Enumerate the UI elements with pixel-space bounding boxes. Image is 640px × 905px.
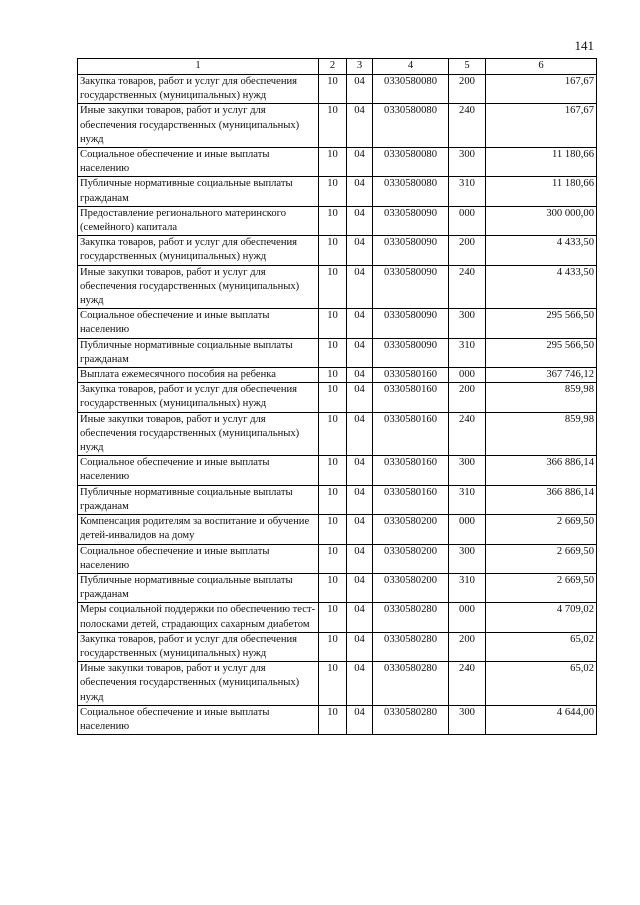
row-target-article: 0330580160 — [373, 412, 449, 456]
row-section: 10 — [319, 368, 347, 383]
table-row — [78, 148, 597, 177]
row-section: 10 — [319, 265, 347, 309]
row-amount: 167,67 — [486, 104, 597, 148]
table-row — [78, 236, 597, 265]
table-row — [78, 515, 597, 544]
row-expense-type: 310 — [449, 485, 486, 514]
table-row — [78, 309, 597, 338]
row-section: 10 — [319, 177, 347, 206]
row-subsection: 04 — [347, 412, 373, 456]
column-header: 5 — [449, 59, 486, 75]
row-amount: 167,67 — [486, 75, 597, 104]
row-subsection: 04 — [347, 75, 373, 104]
row-name: Иные закупки товаров, работ и услуг для обеспечения государственных (муниципальных) нужд — [78, 662, 319, 706]
row-target-article: 0330580160 — [373, 368, 449, 383]
table-row — [78, 705, 597, 734]
row-name: Закупка товаров, работ и услуг для обеспечения государственных (муниципальных) нужд — [78, 383, 319, 412]
row-amount: 859,98 — [486, 383, 597, 412]
row-name: Публичные нормативные социальные выплаты гражданам — [78, 338, 319, 367]
row-name: Публичные нормативные социальные выплаты гражданам — [78, 573, 319, 602]
row-amount: 300 000,00 — [486, 206, 597, 235]
row-name: Предоставление регионального материнского (семейного) капитала — [78, 206, 319, 235]
row-expense-type: 240 — [449, 265, 486, 309]
table-row — [78, 75, 597, 104]
row-name: Социальное обеспечение и иные выплаты населению — [78, 148, 319, 177]
row-expense-type: 000 — [449, 515, 486, 544]
row-subsection: 04 — [347, 236, 373, 265]
row-name: Публичные нормативные социальные выплаты гражданам — [78, 485, 319, 514]
row-name: Выплата ежемесячного пособия на ребенка — [78, 368, 319, 383]
row-subsection: 04 — [347, 148, 373, 177]
header-row — [78, 59, 597, 75]
row-target-article: 0330580080 — [373, 177, 449, 206]
table-row — [78, 456, 597, 485]
table-row — [78, 485, 597, 514]
row-section: 10 — [319, 383, 347, 412]
row-section: 10 — [319, 206, 347, 235]
row-expense-type: 300 — [449, 705, 486, 734]
row-amount: 11 180,66 — [486, 148, 597, 177]
table-row — [78, 603, 597, 632]
row-expense-type: 000 — [449, 368, 486, 383]
row-amount: 65,02 — [486, 632, 597, 661]
row-name: Закупка товаров, работ и услуг для обеспечения государственных (муниципальных) нужд — [78, 632, 319, 661]
row-amount: 11 180,66 — [486, 177, 597, 206]
row-amount: 4 433,50 — [486, 265, 597, 309]
row-section: 10 — [319, 705, 347, 734]
row-name: Иные закупки товаров, работ и услуг для обеспечения государственных (муниципальных) нужд — [78, 104, 319, 148]
row-amount: 366 886,14 — [486, 456, 597, 485]
row-section: 10 — [319, 662, 347, 706]
column-header: 2 — [319, 59, 347, 75]
row-subsection: 04 — [347, 456, 373, 485]
row-target-article: 0330580280 — [373, 662, 449, 706]
row-expense-type: 200 — [449, 383, 486, 412]
table-row — [78, 368, 597, 383]
row-amount: 367 746,12 — [486, 368, 597, 383]
row-subsection: 04 — [347, 705, 373, 734]
row-target-article: 0330580080 — [373, 148, 449, 177]
row-expense-type: 200 — [449, 75, 486, 104]
row-subsection: 04 — [347, 485, 373, 514]
row-expense-type: 310 — [449, 573, 486, 602]
row-target-article: 0330580200 — [373, 573, 449, 602]
column-header: 3 — [347, 59, 373, 75]
row-target-article: 0330580200 — [373, 544, 449, 573]
row-subsection: 04 — [347, 662, 373, 706]
row-amount: 65,02 — [486, 662, 597, 706]
row-amount: 295 566,50 — [486, 309, 597, 338]
row-expense-type: 300 — [449, 544, 486, 573]
row-section: 10 — [319, 515, 347, 544]
row-name: Социальное обеспечение и иные выплаты населению — [78, 309, 319, 338]
table-body — [78, 75, 597, 735]
row-section: 10 — [319, 104, 347, 148]
table-row — [78, 573, 597, 602]
row-amount: 295 566,50 — [486, 338, 597, 367]
row-target-article: 0330580090 — [373, 309, 449, 338]
row-subsection: 04 — [347, 632, 373, 661]
row-target-article: 0330580160 — [373, 383, 449, 412]
row-section: 10 — [319, 603, 347, 632]
row-expense-type: 200 — [449, 632, 486, 661]
row-target-article: 0330580200 — [373, 515, 449, 544]
row-section: 10 — [319, 485, 347, 514]
row-name: Закупка товаров, работ и услуг для обеспечения государственных (муниципальных) нужд — [78, 75, 319, 104]
table-row — [78, 662, 597, 706]
column-header: 1 — [78, 59, 319, 75]
row-name: Иные закупки товаров, работ и услуг для обеспечения государственных (муниципальных) нужд — [78, 265, 319, 309]
page-number: 141 — [574, 38, 594, 53]
row-name: Меры социальной поддержки по обеспечению тест-полосками детей, страдающих сахарным диабетом — [78, 603, 319, 632]
row-target-article: 0330580090 — [373, 206, 449, 235]
table-row — [78, 412, 597, 456]
column-header: 6 — [486, 59, 597, 75]
row-amount: 4 644,00 — [486, 705, 597, 734]
row-expense-type: 310 — [449, 338, 486, 367]
table-row — [78, 104, 597, 148]
row-amount: 2 669,50 — [486, 573, 597, 602]
row-expense-type: 240 — [449, 104, 486, 148]
row-subsection: 04 — [347, 265, 373, 309]
row-subsection: 04 — [347, 206, 373, 235]
row-subsection: 04 — [347, 603, 373, 632]
row-amount: 2 669,50 — [486, 515, 597, 544]
row-expense-type: 000 — [449, 603, 486, 632]
row-name: Социальное обеспечение и иные выплаты населению — [78, 544, 319, 573]
row-name: Иные закупки товаров, работ и услуг для обеспечения государственных (муниципальных) нужд — [78, 412, 319, 456]
row-target-article: 0330580090 — [373, 265, 449, 309]
column-header: 4 — [373, 59, 449, 75]
budget-table — [77, 58, 597, 735]
row-target-article: 0330580280 — [373, 603, 449, 632]
row-amount: 2 669,50 — [486, 544, 597, 573]
row-subsection: 04 — [347, 338, 373, 367]
row-target-article: 0330580280 — [373, 632, 449, 661]
table-row — [78, 177, 597, 206]
table-row — [78, 338, 597, 367]
row-amount: 4 709,02 — [486, 603, 597, 632]
row-target-article: 0330580080 — [373, 75, 449, 104]
row-section: 10 — [319, 236, 347, 265]
row-section: 10 — [319, 632, 347, 661]
row-name: Социальное обеспечение и иные выплаты населению — [78, 456, 319, 485]
row-subsection: 04 — [347, 544, 373, 573]
row-target-article: 0330580080 — [373, 104, 449, 148]
table-row — [78, 544, 597, 573]
row-expense-type: 240 — [449, 662, 486, 706]
row-subsection: 04 — [347, 104, 373, 148]
row-subsection: 04 — [347, 309, 373, 338]
row-target-article: 0330580160 — [373, 456, 449, 485]
row-name: Социальное обеспечение и иные выплаты населению — [78, 705, 319, 734]
row-expense-type: 240 — [449, 412, 486, 456]
row-section: 10 — [319, 309, 347, 338]
row-section: 10 — [319, 456, 347, 485]
row-subsection: 04 — [347, 383, 373, 412]
row-section: 10 — [319, 338, 347, 367]
row-name: Закупка товаров, работ и услуг для обеспечения государственных (муниципальных) нужд — [78, 236, 319, 265]
row-expense-type: 310 — [449, 177, 486, 206]
row-section: 10 — [319, 75, 347, 104]
row-target-article: 0330580280 — [373, 705, 449, 734]
row-target-article: 0330580090 — [373, 338, 449, 367]
row-name: Компенсация родителям за воспитание и обучение детей-инвалидов на дому — [78, 515, 319, 544]
row-expense-type: 200 — [449, 236, 486, 265]
row-section: 10 — [319, 148, 347, 177]
row-amount: 859,98 — [486, 412, 597, 456]
row-subsection: 04 — [347, 573, 373, 602]
table-row — [78, 206, 597, 235]
table-row — [78, 383, 597, 412]
row-amount: 4 433,50 — [486, 236, 597, 265]
row-target-article: 0330580160 — [373, 485, 449, 514]
row-subsection: 04 — [347, 177, 373, 206]
row-subsection: 04 — [347, 368, 373, 383]
row-target-article: 0330580090 — [373, 236, 449, 265]
row-expense-type: 300 — [449, 309, 486, 338]
row-expense-type: 000 — [449, 206, 486, 235]
row-section: 10 — [319, 573, 347, 602]
table-row — [78, 265, 597, 309]
row-expense-type: 300 — [449, 148, 486, 177]
row-section: 10 — [319, 544, 347, 573]
row-amount: 366 886,14 — [486, 485, 597, 514]
row-name: Публичные нормативные социальные выплаты гражданам — [78, 177, 319, 206]
table-row — [78, 632, 597, 661]
row-section: 10 — [319, 412, 347, 456]
row-expense-type: 300 — [449, 456, 486, 485]
row-subsection: 04 — [347, 515, 373, 544]
